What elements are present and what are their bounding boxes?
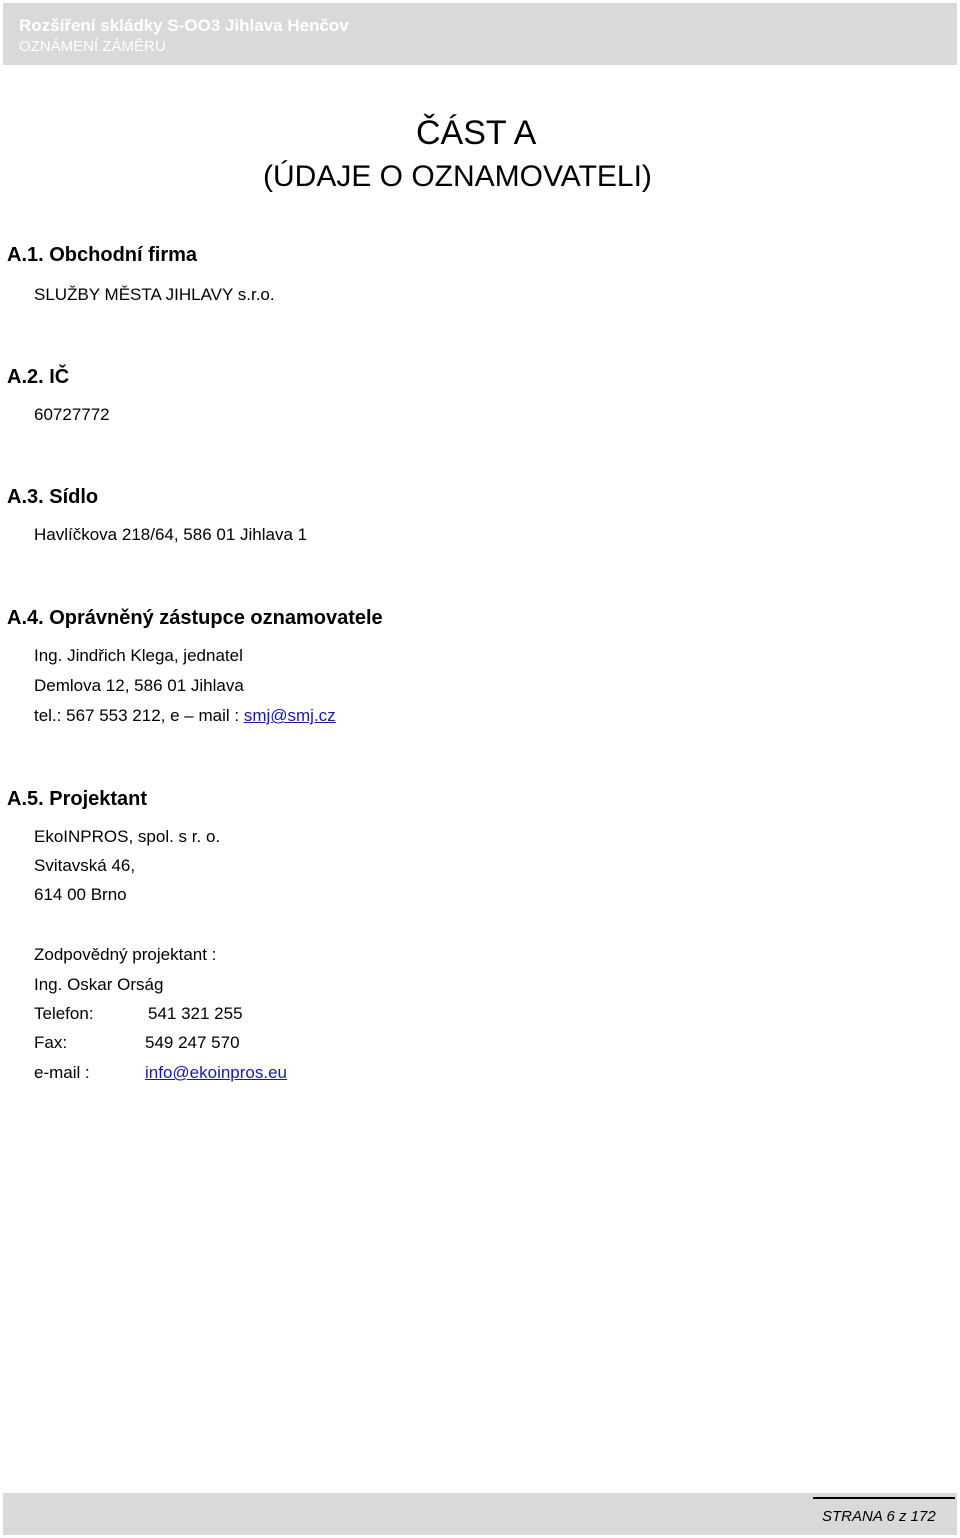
company-name: SLUŽBY MĚSTA JIHLAVY s.r.o. xyxy=(34,285,275,304)
page-number: STRANA 6 z 172 xyxy=(822,1508,936,1525)
section-a4-heading: A.4. Oprávněný zástupce oznamovatele xyxy=(7,607,383,629)
document-title: Rozšíření skládky S-OO3 Jihlava Henčov xyxy=(19,16,349,35)
representative-name: Ing. Jindřich Klega, jednatel xyxy=(34,646,243,665)
company-seat: Havlíčkova 218/64, 586 01 Jihlava 1 xyxy=(34,525,308,544)
responsible-designer-label: Zodpovědný projektant : xyxy=(34,945,217,964)
designer-city: 614 00 Brno xyxy=(34,885,127,904)
part-subtitle: (ÚDAJE O OZNAMOVATELI) xyxy=(263,160,652,193)
section-a2-heading: A.2. IČ xyxy=(7,366,70,388)
phone-label: Telefon: xyxy=(34,1004,94,1023)
phone-value: 541 321 255 xyxy=(148,1004,243,1023)
responsible-designer-name: Ing. Oskar Orság xyxy=(34,975,164,994)
designer-street: Svitavská 46, xyxy=(34,856,136,875)
document-subtitle: OZNÁMENÍ ZÁMĚRU xyxy=(19,38,166,55)
section-a3-heading: A.3. Sídlo xyxy=(7,486,99,508)
representative-email-link[interactable]: smj@smj.cz xyxy=(243,706,336,725)
email-label: e-mail : xyxy=(34,1063,90,1082)
representative-address: Demlova 12, 586 01 Jihlava xyxy=(34,676,244,695)
designer-company: EkoINPROS, spol. s r. o. xyxy=(34,827,221,846)
section-a5-heading: A.5. Projektant xyxy=(7,788,148,810)
designer-email-link[interactable]: info@ekoinpros.eu xyxy=(145,1063,288,1082)
part-title: ČÁST A xyxy=(416,114,537,152)
company-id: 60727772 xyxy=(34,405,110,424)
representative-contact xyxy=(34,706,336,726)
section-a1-heading: A.1. Obchodní firma xyxy=(7,244,198,266)
representative-contact-prefix: tel.: 567 553 212, e – mail : xyxy=(34,706,244,725)
fax-value: 549 247 570 xyxy=(145,1033,240,1052)
fax-label: Fax: xyxy=(34,1033,68,1052)
